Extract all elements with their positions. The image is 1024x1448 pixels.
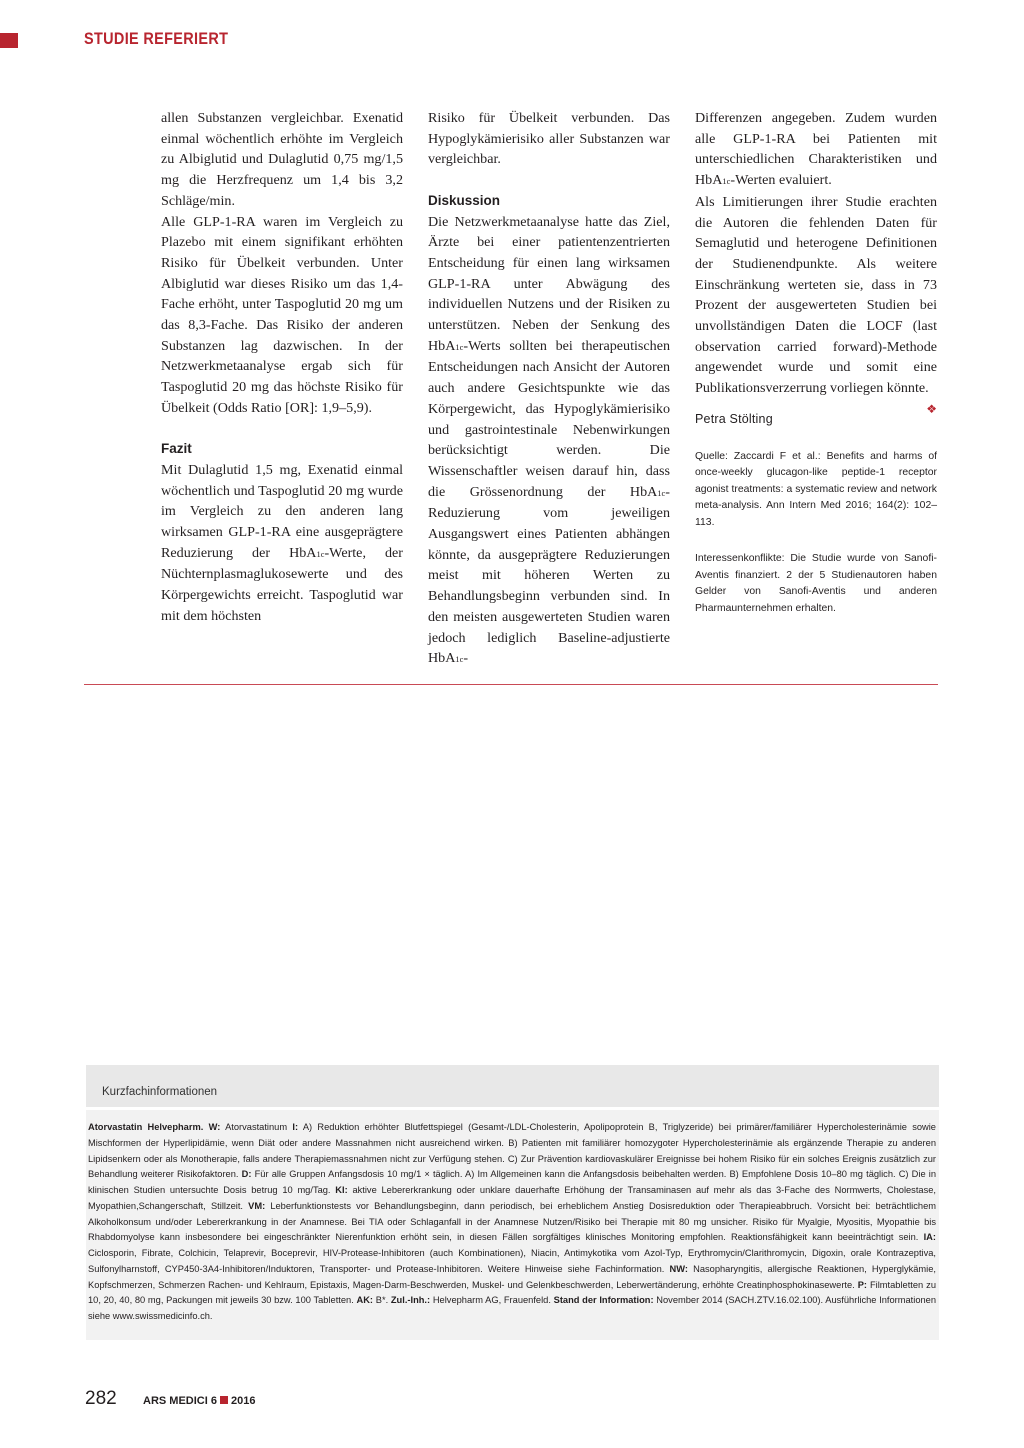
article-column-3 xyxy=(695,108,937,617)
paragraph: Risiko für Übelkeit verbunden. Das Hypoglykämierisiko aller Substanzen war vergleichbar. xyxy=(428,110,670,168)
section-heading-fazit: Fazit xyxy=(161,441,192,457)
kurzfach-title: Kurzfachinformationen xyxy=(102,1086,218,1098)
paragraph: Als Limitierungen ihrer Studie erachten die Autoren die fehlenden Daten für Semaglutid und heterogene Definitionen der Studienendpunkte. Als weitere Einschränkung werteten sie, dass in 73 Prozent der ausgewerteten Studien bei unvollständigen Daten die LOCF (last observation carried forward)-Methode angewendet wurde und somit eine Publikationsverzerrung vorliegen könnte. ❖ xyxy=(695,192,937,399)
paragraph: allen Substanzen vergleichbar. Exenatid einmal wöchentlich erhöhte im Vergleich zu Albiglutid und Dulaglutid 0,75 mg/1,5 mg die Herzfrequenz um 1,4 bis 3,2 Schläge/min. xyxy=(161,110,403,209)
article-column-2 xyxy=(428,108,670,670)
section-heading-diskussion: Diskussion xyxy=(428,192,501,208)
paragraph: Mit Dulaglutid 1,5 mg, Exenatid einmal wöchentlich und Taspoglutid 20 mg wurde im Vergleich zu den anderen lang wirksamen GLP-1-RA eine ausgeprägtere Reduzierung der HbA1c-Werte, der Nüchternplasmaglukosewerte und des Körpergewichts erreicht. Taspoglutid war mit dem höchsten xyxy=(161,461,403,624)
kurzfach-box xyxy=(86,1110,939,1340)
section-marker-square xyxy=(0,33,18,48)
author-name: Petra Stölting xyxy=(695,411,773,426)
end-of-article-icon: ❖ xyxy=(926,401,937,416)
journal-footer: ARS MEDICI 6 2016 xyxy=(143,1395,256,1407)
paragraph: Differenzen angegeben. Zudem wurden alle GLP-1-RA bei Patienten mit unterschiedlichen Charakteristiken und HbA1c-Werten evaluiert. xyxy=(695,110,937,189)
page-number: 282 xyxy=(85,1388,117,1409)
article-column-1 xyxy=(161,108,403,627)
divider-line xyxy=(84,684,938,685)
paragraph: Alle GLP-1-RA waren im Vergleich zu Plazebo mit einem signifikant erhöhten Risiko für Übelkeit verbunden. Unter Albiglutid war dieses Risiko um das 1,4-Fache erhöht, unter Taspoglutid 20 mg um das 8,3-Fache. Das Risiko der anderen Substanzen lag dazwischen. In der Netzwerkmetaanalyse ergab sich für Taspoglutid 20 mg das höchste Risiko für Übelkeit (Odds Ratio [OR]: 1,9–5,9). xyxy=(161,213,403,416)
source-citation: Quelle: Zaccardi F et al.: Benefits and harms of once-weekly glucagon-like peptide-1 receptor agonist treatments: a systematic review and network meta-analysis. Ann Intern Med 2016; 164(2): 102–113. xyxy=(695,450,937,528)
paragraph: Die Netzwerkmetaanalyse hatte das Ziel, Ärzte bei einer patientenzentrierten Entscheidung für einen lang wirksamen GLP-1-RA unter Abwägung des individuellen Nutzens und der Risiken zu unterstützen. Neben der Senkung des HbA1c-Werts sollten bei therapeutischen Entscheidungen nach Ansicht der Autoren auch andere Gesichtspunkte wie das Körpergewicht, das Hypoglykämierisiko und gastrointestinale Nebenwirkungen berücksichtigt werden. Die Wissenschaftler weisen darauf hin, dass die Grössenordnung der HbA1c-Reduzierung vom jeweiligen Ausgangswert eines Patienten abhängen könnte, da ausgeprägtere Reduzierungen meist mit höheren Werten zu Behandlungsbeginn verbunden sind. In den meisten ausgewerteten Studien waren jedoch lediglich Baseline-adjustierte HbA1c- xyxy=(428,213,670,667)
kurzfach-header xyxy=(86,1065,939,1107)
footer-square-icon xyxy=(220,1396,228,1404)
kurzfach-text: Atorvastatin Helvepharm. W: Atorvastatinum I: A) Reduktion erhöhter Blutfettspiegel (Gesamt-/LDL-Cholesterin, Apolipoprotein B, Triglyzeride) bei primärer/familiärer Hypercholesterinämie sowie Mischformen der Hyperlipidämie, wenn Diät oder andere Massnahmen nicht ausreichend wirken. B) Patienten mit familiärer homozygoter Hypercholesterinämie als ergänzende Therapie zu anderen Lipidsenkern oder als Monotherapie, falls andere Therapiemassnahmen nicht zur Verfügung stehen. C) Zur Prävention kardiovaskulärer Ereignisse bei hohem Risiko für ein solches Ereignis zusätzlich zur Behandlung weiterer Risikofaktoren. D: Für alle Gruppen Anfangsdosis 10 mg/1 × täglich. A) Im Allgemeinen kann die Anfangsdosis beibehalten werden. B) Empfohlene Dosis 10–80 mg täglich. C) Die in klinischen Studien untersuchte Dosis betrug 10 mg/Tag. KI: aktive Lebererkrankung oder unklare dauerhafte Erhöhung der Transaminasen auf mehr als das 3-Fache des Normwerts, Cholestase, Myopathien,Schangerschaft, Stillzeit. VM: Leberfunktionstests vor Behandlungsbeginn, dann periodisch, bei erheblichem Anstieg Dosisreduktion oder Therapieabbruch. Vorsicht bei: beträchtlichem Alkoholkonsum und/oder Lebererkrankung in der Anamnese. Bei TIA oder Schlaganfall in der Anamnese Nutzen/Risiko bei Therapie mit 80 mg unsicher. Risiko für Myalgie, Myositis, Myopathie bis Rhabdomyolyse kann insbesondere bei eingeschränkter Nierenfunktion erhöht sein, in diesen Fällen sorgfältiges klinisches Monitoring empfohlen. Reaktionsfähigkeit kann beeinträchtigt sein. IA: Ciclosporin, Fibrate, Colchicin, Telaprevir, Boceprevir, HIV-Protease-Inhibitoren (auch Kombinationen), Niacin, Antimykotika vom Azol-Typ, Erythromycin/Clarithromycin, Digoxin, orale Kontrazeptiva, Sulfonylharnstoff, CYP450-3A4-Inhibitoren/Induktoren, Transporter- und Protease-Inhibitoren. Weitere Hinweise siehe Fachinformation. NW: Nasopharyngitis, allergische Reaktionen, Hyperglykämie, Kopfschmerzen, Schmerzen Rachen- und Kehlraum, Epistaxis, Magen-Darm-Beschwerden, Muskel- und Gelenkbeschwerden, Leberwertänderung, erhöhte Creatinphosphokinasewerte. P: Filmtabletten zu 10, 20, 40, 80 mg, Packungen mit jeweils 30 bzw. 100 Tabletten. AK: B*. Zul.-Inh.: Helvepharm AG, Frauenfeld. Stand der Information: November 2014 (SACH.ZTV.16.02.100). Ausführliche Informationen siehe www.swissmedicinfo.ch. xyxy=(88,1122,937,1321)
section-label: STUDIE REFERIERT xyxy=(84,29,229,48)
conflicts-of-interest: Interessenkonflikte: Die Studie wurde von Sanofi-Aventis finanziert. 2 der 5 Studienautoren haben Gelder von Sanofi-Aventis und anderen Pharmaunternehmen erhalten. xyxy=(695,553,937,614)
